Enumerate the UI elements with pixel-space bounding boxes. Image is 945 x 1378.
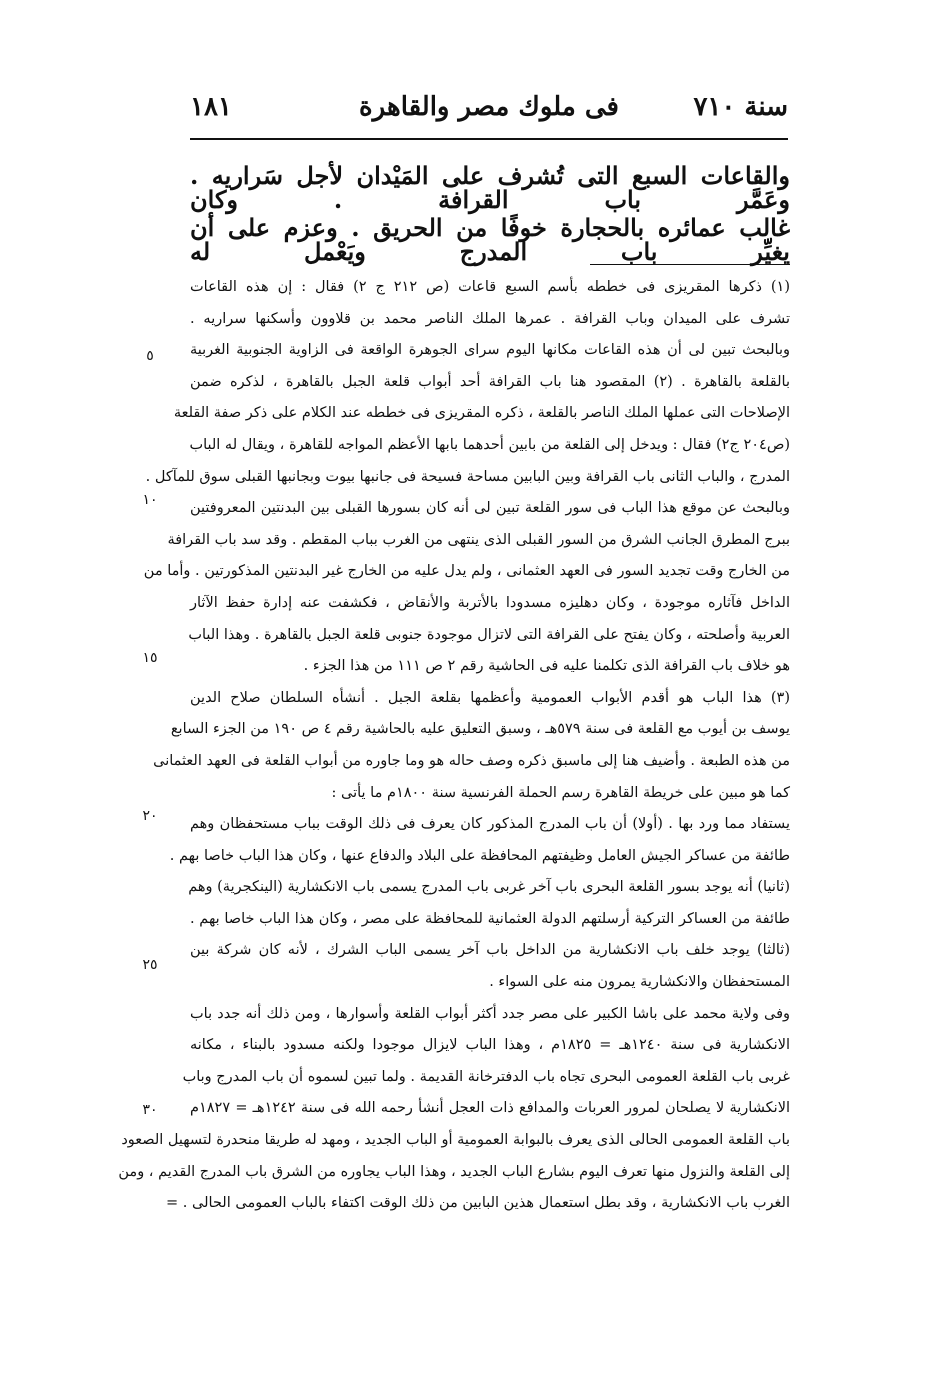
footnote-line: (١) ذكرها المقريزى فى خططه بأسم السبع قاعات (ص ٢١٢ ج ٢) فقال : إن هذه القاعات (190, 279, 790, 295)
footnote-line: المدرج ، والباب الثانى باب القرافة وبين البابين مساحة فسيحة فى جانبها بيوت وبجانبها القبلى سوق للمآكل . (145, 468, 790, 485)
footnote-line: الإصلاحات التى عملها الملك الناصر بالقلعة ، ذكره المقريزى فى خططه عند الكلام على ذكر صفة القلعة (173, 405, 790, 422)
footnote-line: هو خلاف باب القرافة الذى تكلمنا عليه فى الحاشية رقم ٢ ص ١١١ من هذا الجزء . (303, 658, 790, 675)
header-year: سنة ٧١٠ (693, 92, 788, 122)
footnote-line: بالقلعة بالقاهرة . (٢) المقصود هنا باب القرافة أحد أبواب قلعة الجبل بالقاهرة ، لذكره ضمن (190, 373, 790, 390)
line-number: ٣٠ (142, 1102, 158, 1118)
footnote-line: (٣) هذا الباب هو أقدم الأبواب العمومية وأعظمها بقلعة الجبل . أنشأه السلطان صلاح الدين (190, 689, 790, 706)
running-header (190, 92, 788, 134)
footnote-line: من هذه الطبعة . وأضيف هنا إلى ماسبق ذكره وصف حاله هو وما جاوره من أبواب القلعة فى العهد العثمانى (153, 752, 790, 769)
line-number: ١٠ (142, 492, 158, 508)
footnote-line: يستفاد مما ورد بها . (أولا) أن باب المدرج المذكور كان يعرف فى ذلك الوقت بباب مستحفظان وهم (190, 816, 790, 833)
page-number: ١٨١ (190, 92, 232, 122)
footnote-line: إلى القلعة والنزول منها تعرف اليوم بشارع الباب الجديد ، وهذا الباب يجاوره من الشرق باب المدرج القديم ، ومن (118, 1163, 790, 1180)
footnote-line: طائفة من عساكر الجيش العامل وظيفتهم المحافظة على البلاد والدفاع عنها ، وكان هذا الباب خاصا بهم . (169, 847, 790, 864)
footnote-line: يوسف بن أيوب مع القلعة فى سنة ٥٧٩هـ ، وسبق التعليق عليه بالحاشية رقم ٤ ص ١٩٠ من الجزء السابع (170, 721, 790, 738)
line-number: ٢٠ (142, 808, 158, 824)
header-title: فى ملوك مصر والقاهرة (359, 92, 619, 122)
line-number: ١٥ (142, 650, 158, 666)
footnote-line: ببرج المطرق الجانب الشرق من السور القبلى الذى ينتهى من الغرب بباب المقطم . وقد سد باب القرافة (167, 531, 790, 548)
footnote-separator (590, 264, 790, 265)
footnote-line: العربية وأصلحته ، وكان يفتح على القرافة التى لاتزال موجودة جنوبى قلعة الجبل بالقاهرة . وهذا الباب (188, 626, 790, 643)
line-number: ٢٥ (142, 957, 158, 973)
header-rule (190, 138, 788, 140)
footnote-line: (ثالثا) يوجد خلف باب الانكشارية من الداخل باب آخر يسمى الباب الشرك ، لأنه كان شركة بين (190, 942, 790, 959)
footnote-line: وبالبحث تبين لى أن هذه القاعات مكانها اليوم سراى الجوهرة الواقعة فى الزاوية الجنوبية الغربية (190, 342, 790, 359)
footnote-line: تشرف على الميدان وباب القرافة . عمرها الملك الناصر محمد بن قلاوون وأسكنها سراريه . (190, 310, 790, 327)
footnote-line: وبالبحث عن موقع هذا الباب فى سور القلعة تبين لى أنه كان بسورها القبلى بين البدنتين المعروفتين (190, 500, 790, 517)
main-text-line (190, 160, 790, 212)
footnote-line: (ثانيا) أنه يوجد بسور القلعة البحرى باب آخر غربى باب المدرج يسمى باب الانكشارية (الينكجرية) وهم (188, 879, 790, 896)
main-text-line (190, 212, 790, 264)
footnote-line: طائفة من العساكر التركية أرسلتهم الدولة العثمانية للمحافظة على مصر ، وكان هذا الباب خاصا بهم . (190, 910, 790, 927)
main-text-line-2: غالب عمائره بالحجارة خوفًا من الحريق . وعزم على أن يغيِّر باب المدرج ويَعْمل له (190, 213, 790, 266)
footnote-line: الانكشارية لا يصلحان لمرور العربات والمدافع ذات العجل أنشأ رحمه الله فى سنة ١٢٤٢هـ = ١٨٢٧م (190, 1100, 790, 1117)
footnote-line: كما هو مبين على خريطة القاهرة رسم الحملة الفرنسية سنة ١٨٠٠م ما يأتى : (331, 784, 790, 801)
footnote-line: (ص٢٠٤ ج٢) فقال : ويدخل إلى القلعة من بابين أحدهما بابها الأعظم المواجه للقاهرة ، ويقال له الباب (189, 436, 790, 453)
footnote-line: غربى باب القلعة العمومى البحرى تجاه باب الدفترخانة القديمة . ولما تبين لسموه أن باب المدرج وباب (182, 1068, 790, 1085)
main-text-line-1: والقاعات السبع التى تُشرف على المَيْدان لأجل سَراريه . وعَمَّر باب القرافة . وكان (190, 161, 790, 214)
footnote-line: الغرب باب الانكشارية ، وقد بطل استعمال هذين البابين من ذلك الوقت اكتفاء بالباب العمومى الحالى . = (166, 1195, 790, 1212)
line-number: ٥ (146, 348, 154, 364)
main-text (190, 160, 790, 264)
footnote-line: المستحفظان والانكشارية يمرون منه على السواء . (489, 974, 790, 991)
footnote-line: وفى ولاية محمد على باشا الكبير على مصر جدد أكثر أبواب القلعة وأسوارها ، ومن ذلك أنه جدد باب (190, 1005, 790, 1022)
footnote-line: من الخارج وقت تجديد السور فى العهد العثمانى ، ولم يدل عليه من الخارج غير البدنتين المذكورتين . وأما من (143, 563, 790, 580)
footnote-line: الانكشارية فى سنة ١٢٤٠هـ = ١٨٢٥م ، وهذا الباب لايزال موجودا ولكنه مسدود بالبناء ، مكانه (190, 1037, 790, 1054)
footnote-line: باب القلعة العمومى الحالى الذى يعرف بالبوابة العمومية أو الباب الجديد ، ومهد له طريقا منحدرة لتسهيل الصعود (121, 1132, 790, 1149)
margin-line-numbers (130, 0, 170, 1378)
footnote-line: الداخل فآثاره موجودة ، وكان دهليزه مسدودا بالأتربة والأنقاض ، فكشفت عنه إدارة حفظ الآثار (190, 594, 790, 611)
